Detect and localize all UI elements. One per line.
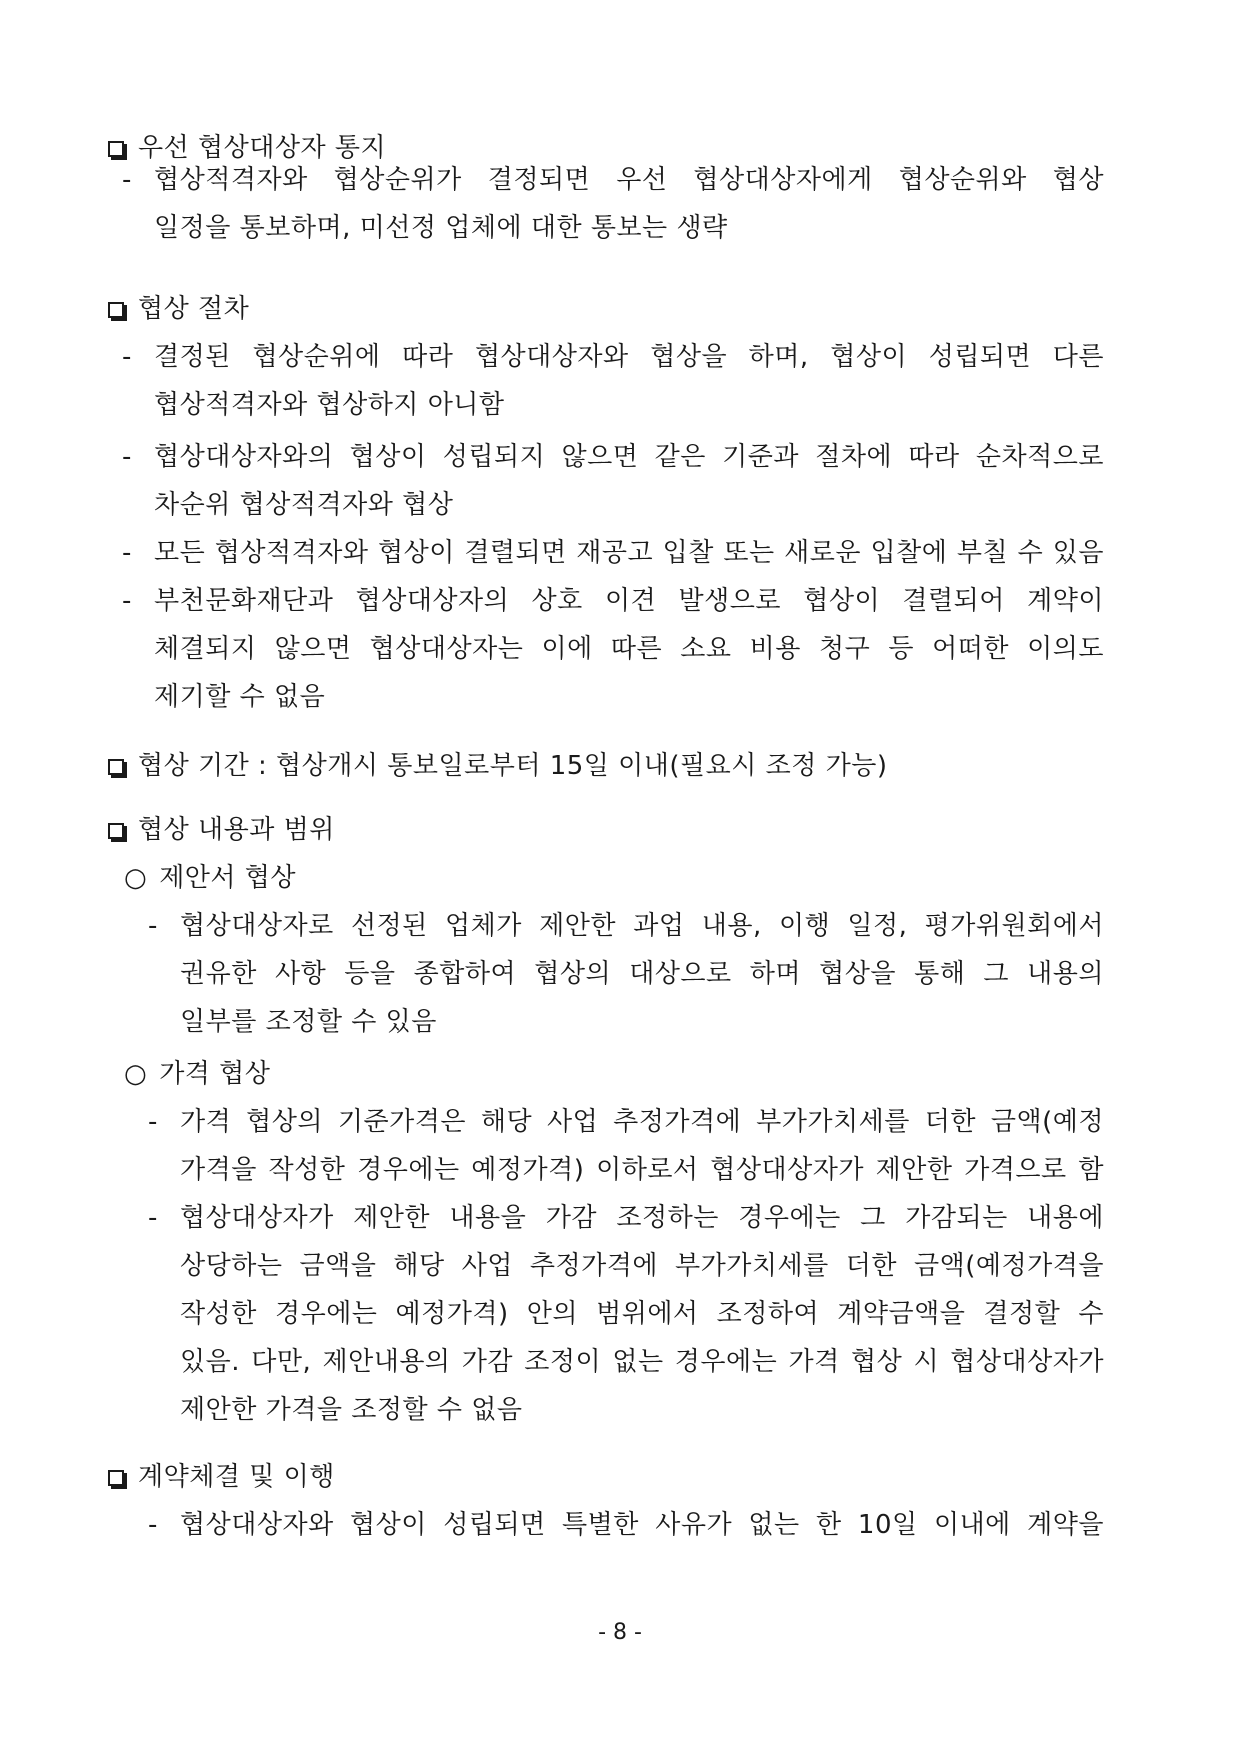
body-line: 가격을 작성한 경우에는 예정가격) 이하로서 협상대상자가 제안한 가격으로 함 — [180, 1155, 1104, 1185]
body-line: 협상대상자와 협상이 성립되면 특별한 사유가 없는 한 10일 이내에 계약을 — [180, 1510, 1104, 1540]
section-heading-contract: 계약체결 및 이행 — [108, 1460, 335, 1494]
checkbox-bullet-icon — [108, 1470, 124, 1486]
body-line: 부천문화재단과 협상대상자의 상호 이견 발생으로 협상이 결렬되어 계약이 — [154, 586, 1104, 616]
dash-marker: - — [122, 442, 132, 472]
subsection-heading-price: ○ 가격 협상 — [124, 1059, 271, 1089]
dash-marker: - — [148, 911, 158, 941]
checkbox-bullet-icon — [108, 759, 124, 775]
section-heading-procedure: 협상 절차 — [108, 292, 249, 326]
body-line: 협상대상자로 선정된 업체가 제안한 과업 내용, 이행 일정, 평가위원회에서 — [180, 911, 1104, 941]
body-line: 체결되지 않으면 협상대상자는 이에 따른 소요 비용 청구 등 어떠한 이의도 — [154, 634, 1104, 664]
body-line: 협상대상자와의 협상이 성립되지 않으면 같은 기준과 절차에 따라 순차적으로 — [154, 442, 1104, 472]
body-line: 일정을 통보하며, 미선정 업체에 대한 통보는 생략 — [154, 213, 728, 243]
circle-bullet-icon: ○ — [124, 863, 148, 893]
dash-marker: - — [148, 1203, 158, 1233]
section-heading-notice: 우선 협상대상자 통지 — [108, 131, 386, 165]
checkbox-bullet-icon — [108, 823, 124, 839]
body-line: 차순위 협상적격자와 협상 — [154, 490, 454, 520]
checkbox-bullet-icon — [108, 141, 124, 157]
dash-marker: - — [148, 1510, 158, 1540]
checkbox-bullet-icon — [108, 302, 124, 318]
section-heading-scope: 협상 내용과 범위 — [108, 813, 335, 847]
dash-marker: - — [122, 586, 132, 616]
body-line: 모든 협상적격자와 협상이 결렬되면 재공고 입찰 또는 새로운 입찰에 부칠 수 있음 — [154, 538, 1104, 568]
body-line: 일부를 조정할 수 있음 — [180, 1007, 437, 1037]
page-number: - 8 - — [598, 1620, 642, 1645]
section-heading-period: 협상 기간 : 협상개시 통보일로부터 15일 이내(필요시 조정 가능) — [108, 749, 888, 783]
body-line: 작성한 경우에는 예정가격) 안의 범위에서 조정하여 계약금액을 결정할 수 — [180, 1299, 1104, 1329]
dash-marker: - — [122, 165, 132, 195]
body-line: 제안한 가격을 조정할 수 없음 — [180, 1395, 523, 1425]
body-line: 협상적격자와 협상순위가 결정되면 우선 협상대상자에게 협상순위와 협상 — [154, 165, 1104, 195]
body-line: 권유한 사항 등을 종합하여 협상의 대상으로 하며 협상을 통해 그 내용의 — [180, 959, 1104, 989]
body-line: 제기할 수 없음 — [154, 682, 326, 712]
body-line: 결정된 협상순위에 따라 협상대상자와 협상을 하며, 협상이 성립되면 다른 — [154, 342, 1104, 372]
dash-marker: - — [122, 342, 132, 372]
subsection-heading-proposal: ○ 제안서 협상 — [124, 863, 297, 893]
circle-bullet-icon: ○ — [124, 1059, 148, 1089]
body-line: 협상대상자가 제안한 내용을 가감 조정하는 경우에는 그 가감되는 내용에 — [180, 1203, 1104, 1233]
body-line: 있음. 다만, 제안내용의 가감 조정이 없는 경우에는 가격 협상 시 협상대상자가 — [180, 1347, 1104, 1377]
dash-marker: - — [122, 538, 132, 568]
body-line: 상당하는 금액을 해당 사업 추정가격에 부가가치세를 더한 금액(예정가격을 — [180, 1251, 1104, 1281]
body-line: 가격 협상의 기준가격은 해당 사업 추정가격에 부가가치세를 더한 금액(예정 — [180, 1107, 1104, 1137]
dash-marker: - — [148, 1107, 158, 1137]
body-line: 협상적격자와 협상하지 아니함 — [154, 390, 505, 420]
